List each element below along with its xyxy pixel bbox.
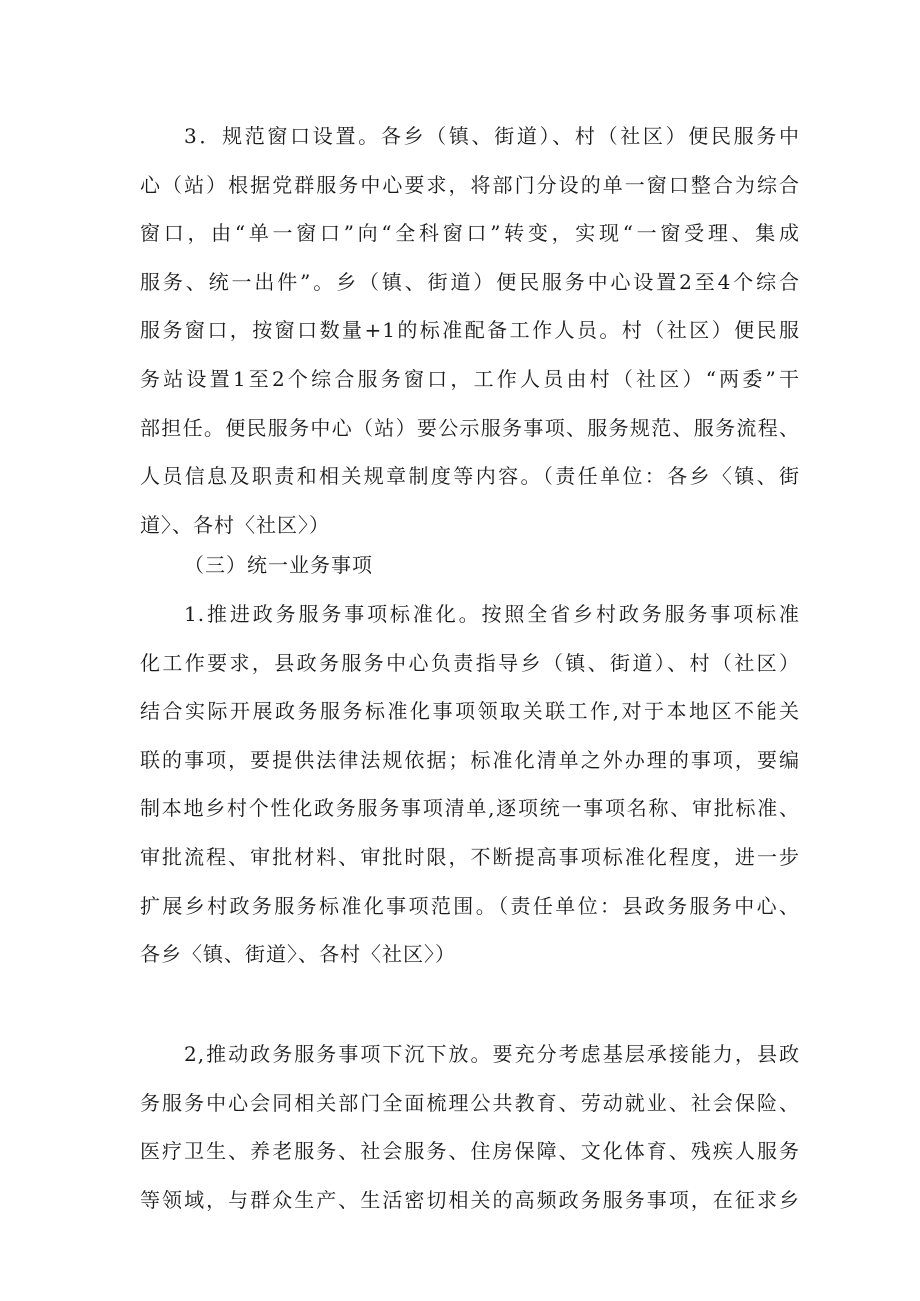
paragraph-decentralization — [140, 1030, 800, 1224]
paragraph-line: 结合实际开展政务服务标准化事项领取关联工作,对于本地区不能关 — [140, 699, 800, 724]
paragraph-line: 1.推进政务服务事项标准化。按照全省乡村政务服务事项标准 — [184, 602, 800, 626]
paragraph-line: 制本地乡村个性化政务服务事项清单,逐项统一事项名称、审批标准、 — [140, 796, 800, 821]
paragraph-line: 3．规范窗口设置。各乡（镇、街道）、村（社区）便民服务中 — [184, 124, 800, 148]
paragraph-line: 服务窗口，按窗口数量+1的标准配备工作人员。村（社区）便民服 — [140, 318, 800, 343]
paragraph-line: 道〉、各村〈社区〉） — [140, 512, 330, 537]
paragraph-line: 2,推动政务服务事项下沉下放。要充分考虑基层承接能力，县政 — [184, 1042, 800, 1066]
paragraph-line: 人员信息及职责和相关规章制度等内容。（责任单位：各乡〈镇、街 — [140, 464, 800, 489]
paragraph-line: 服务、统一出件”。乡（镇、街道）便民服务中心设置2至4个综合 — [140, 269, 800, 294]
paragraph-line: 务服务中心会同相关部门全面梳理公共教育、劳动就业、社会保险、 — [140, 1090, 800, 1115]
paragraph-line: 等领域，与群众生产、生活密切相关的高频政务服务事项，在征求乡 — [140, 1187, 800, 1212]
paragraph-window-setup — [140, 112, 800, 549]
paragraph-line: 心（站）根据党群服务中心要求，将部门分设的单一窗口整合为综合 — [140, 172, 800, 197]
paragraph-standardization — [140, 590, 800, 979]
section-heading: （三）统一业务事项 — [184, 553, 373, 577]
paragraph-line: 窗口，由“单一窗口”向“全科窗口”转变，实现“一窗受理、集成 — [140, 221, 800, 246]
paragraph-line: 医疗卫生、养老服务、社会服务、住房保障、文化体育、残疾人服务 — [140, 1139, 800, 1164]
paragraph-line: 审批流程、审批材料、审批时限，不断提高事项标准化程度，进一步 — [140, 844, 800, 869]
paragraph-line: 化工作要求，县政务服务中心负责指导乡（镇、街道）、村（社区） — [140, 650, 800, 675]
paragraph-line: 各乡〈镇、街道〉、各村〈社区〉） — [140, 942, 456, 967]
paragraph-line: 务站设置1至2个综合服务窗口，工作人员由村（社区）“两委”干 — [140, 366, 800, 391]
paragraph-line: 部担任。便民服务中心（站）要公示服务事项、服务规范、服务流程、 — [140, 415, 800, 440]
paragraph-line: 扩展乡村政务服务标准化事项范围。（责任单位：县政务服务中心、 — [140, 893, 800, 918]
paragraph-line: 联的事项，要提供法律法规依据；标准化清单之外办理的事项，要编 — [140, 747, 800, 772]
